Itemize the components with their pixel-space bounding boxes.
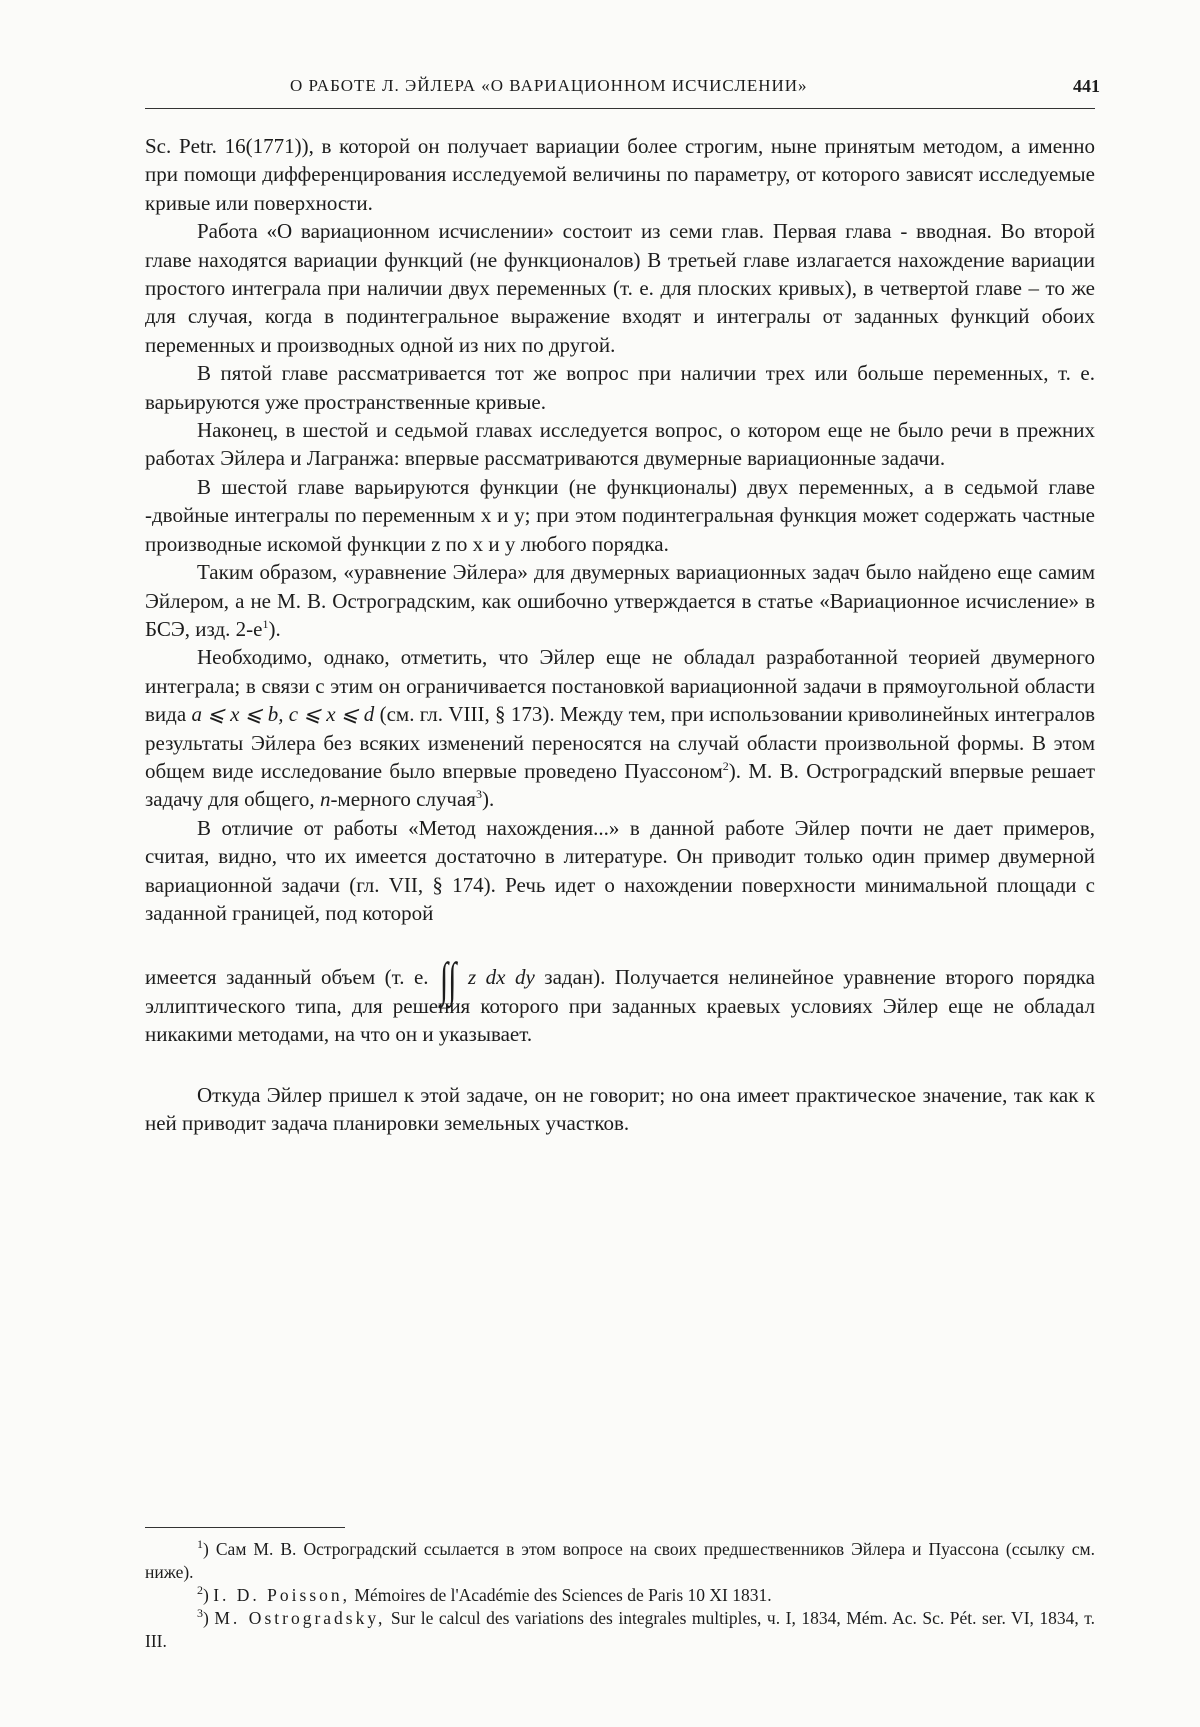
integrand-formula: z dx dy [467,965,535,990]
main-text [145,132,1095,1137]
footnote-mark: 2 [197,1583,203,1598]
domain-formula: a ⩽ x ⩽ b, c ⩽ x ⩽ d [191,702,375,727]
running-head [0,76,1200,110]
paragraph-text: Необходимо, однако, отметить, что Эйлер еще не обладал разработанной теорией двумерного интеграла; в связи с этим он ограничивается постановкой вариационной задачи в прямоугольной области вида [145,645,1095,727]
footnote-mark: 1 [197,1537,203,1552]
paragraph-text: задан). Получается нелинейное уравнение второго порядка эллиптического типа, для решения которого при заданных краевых условиях Эйлер еще не обладал никакими методами, на что он и указывает. [145,965,1096,1047]
footnote-author: I. D. Poisson, [213,1585,351,1605]
footnote-text: Сам М. В. Остроградский ссылается в этом вопросе на своих предшественников Эйлера и Пуассона (ссылку см. ниже). [145,1539,1096,1582]
paragraph: В шестой главе варьируются функции (не функционалы) двух переменных, а в седьмой главе -двойные интегралы по переменным x и y; при этом подинтегральная функция может содержать частные производные искомой функции z по x и y любого порядка. [145,474,1095,556]
footnote-text: Mémoires de l'Académie des Sciences de Paris 10 XI 1831. [354,1585,772,1605]
paragraph: Необходимо, однако, отметить, что Эйлер еще не обладал разработанной теорией двумерного интеграла; в связи с этим он ограничивается постановкой вариационной задачи в прямоугольной области вида a ⩽ x ⩽ b, c ⩽ x ⩽ d (см. гл. VIII, § 173). Между тем, при использовании криволинейных интегралов результаты Эйлера без всяких изменений переносятся на случай области произвольной формы. В этом общем виде исследование было впервые проведено Пуассоном$^2$). М. В. Остроградский впервые решает задачу для общего, n-мерного случая$^3$). [145,645,1096,812]
paragraph: Таким образом, «уравнение Эйлера» для двумерных вариационных задач было найдено еще самим Эйлером, а не М. В. Остроградским, как ошибочно утверждается в статье «Вариационное исчисление» в БСЭ, изд. $2-е^1$). [145,560,1095,641]
paragraph [145,954,1096,1048]
paragraph: Откуда Эйлер пришел к этой задаче, он не говорит; но она имеет практическое значение, так как к ней приводит задача планировки земельных участков. [145,1082,1095,1135]
paragraph-text: -мерного случая [330,787,476,812]
paragraph: В пятой главе рассматривается тот же вопрос при наличии трех или больше переменных, т. е. варьируются уже пространственные кривые. [145,361,1095,414]
footnote-mark: 3 [197,1606,203,1621]
dimension-symbol: n [319,787,331,812]
paragraph-text: М. В. Остроградский впервые решает задачу для общего, [145,758,1096,812]
paragraph: Работа «О вариационном исчислении» состоит из семи глав. Первая глава - вводная. Во второй главе находятся вариации функций (не функционалов) В третьей главе излагается нахождение вариации простого интеграла при наличии двух переменных (т. е. для плоских кривых), в четвертой главе – то же для случая, когда в подинтегральное выражение входят и интегралы от заданных функций обоих переменных и производных одной из них по другой. [145,219,1095,357]
paragraph: Sc. Petr. 16(1771)), в которой он получает вариации более строгим, ныне принятым методом, а именно при помощи дифференцирования исследуемой величины по параметру, от которого зависят исследуемые кривые или поверхности. [145,134,1095,215]
running-title: О РАБОТЕ Л. ЭЙЛЕРА «О ВАРИАЦИОННОМ ИСЧИСЛЕНИИ» [290,76,808,95]
footnote-author: M. Ostrogradsky, [214,1608,386,1628]
footnote: $^1$) Сам М. В. Остроградский ссылается в этом вопросе на своих предшественников Эйлера и Пуассона (ссылку см. ниже). [145,1537,1096,1582]
footnote-text: Sur le calcul des variations des integrales multiples, ч. I, 1834, Mém. Ac. Sc. Pét. ser. VI, 1834, т. III. [145,1608,1096,1651]
page-number: 441 [1073,76,1100,96]
paragraph-text: Таким образом, «уравнение Эйлера» для двумерных вариационных задач было найдено еще самим Эйлером, а не М. В. Остроградским, как ошибочно утверждается в статье «Вариационное исчисление» в БСЭ, изд. 2-е [145,560,1095,641]
paragraph-text: (см. гл. VIII, § 173). Между тем, при использовании криволинейных интегралов результаты Эйлера без всяких изменений переносятся на случай области произвольной формы. В этом общем виде исследование было впервые проведено Пуассоном [145,702,1096,783]
footnotes [145,1538,1095,1653]
footnote: $^3$) M. Ostrogradsky, Sur le calcul des variations des integrales multiples, ч. I, 1834, Mém. Ac. Sc. Pét. ser. VI, 1834, т. III. [145,1606,1096,1651]
paragraph: Наконец, в шестой и седьмой главах исследуется вопрос, о котором еще не было речи в прежних работах Эйлера и Лагранжа: впервые рассматриваются двумерные вариационные задачи. [145,418,1095,471]
paragraph: В отличие от работы «Метод нахождения...» в данной работе Эйлер почти не дает примеров, считая, видно, что их имеется достаточно в литературе. Он приводит только один пример двумерной вариационной задачи (гл. VII, § 174). Речь идет о нахождении поверхности минимальной площади с заданной границей, под которой [145,815,1095,925]
header-rule [145,108,1095,109]
paragraph-text: имеется заданный объем (т. е. [145,965,429,990]
double-integral-sign: ∫∫ [440,954,457,1007]
footnote-ref: 1 [262,616,269,631]
footnote-ref: 2 [722,758,729,773]
footnote-rule [145,1527,345,1528]
footnote: $^2$) I. D. Poisson, Mémoires de l'Académie des Sciences de Paris 10 XI 1831. [197,1583,772,1605]
footnote-ref: 3 [475,787,482,802]
